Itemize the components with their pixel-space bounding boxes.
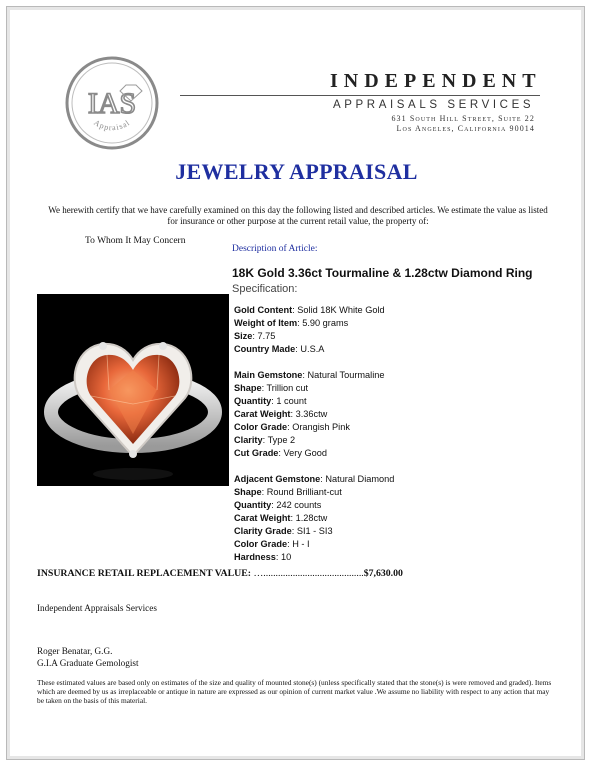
spec-row: Main Gemstone: Natural Tourmaline xyxy=(234,370,385,380)
address-line-1: 631 South Hill Street, Suite 22 xyxy=(391,114,535,123)
document-title: JEWELRY APPRAISAL xyxy=(175,159,418,184)
spec-row: Shape: Trillion cut xyxy=(234,383,309,393)
spec-row: Color Grade: H - I xyxy=(234,539,310,549)
spec-row: Weight of Item: 5.90 grams xyxy=(234,318,349,328)
spec-row: Country Made: U.S.A xyxy=(234,344,325,354)
spec-row: Shape: Round Brilliant-cut xyxy=(234,487,342,497)
disclaimer-text: These estimated values are based only on estimates of the size and quality of mounted stone(s) (unless specifically stated that the stone(s) is were removed and graded). Items which are deemed by us as irreplaceable or antique in nature are expressed as our opinion of current market value .We assume no liability with respect to any action that may be taken on the basis of this material. xyxy=(37,678,552,706)
specifications-list xyxy=(234,304,394,564)
spec-row: Hardness: 10 xyxy=(234,552,292,562)
leader-dots: …......................................... xyxy=(253,568,364,579)
company-subtitle: APPRAISALS SERVICES xyxy=(333,99,535,111)
spec-row: Adjacent Gemstone: Natural Diamond xyxy=(234,474,395,484)
ring-photo xyxy=(37,294,229,486)
signer-name: Roger Benatar, G.G. xyxy=(37,646,113,656)
spec-row: Quantity: 1 count xyxy=(234,396,307,406)
item-title: 18K Gold 3.36ct Tourmaline & 1.28ctw Diamond Ring xyxy=(232,266,533,280)
ring-illustration xyxy=(37,294,229,486)
replacement-value-line xyxy=(37,568,403,579)
header-divider xyxy=(180,95,540,96)
spec-row: Clarity: Type 2 xyxy=(234,435,296,445)
spec-row: Clarity Grade: SI1 - SI3 xyxy=(234,526,333,536)
spec-row: Quantity: 242 counts xyxy=(234,500,322,510)
description-label: Description of Article: xyxy=(232,244,318,254)
certification-text: We herewith certify that we have carefully examined on this day the following listed and described articles. We estimate the value as listed for insurance or other purpose at the current retail value, the property of: xyxy=(48,205,548,226)
recipient: To Whom It May Concern xyxy=(85,236,186,246)
company-name: INDEPENDENT xyxy=(330,70,542,92)
spec-row: Carat Weight: 3.36ctw xyxy=(234,409,328,419)
spec-row: Color Grade: Orangish Pink xyxy=(234,422,350,432)
logo-letters: IAS xyxy=(87,87,137,120)
signer-title: G.I.A Graduate Gemologist xyxy=(37,658,139,668)
replacement-value-label: INSURANCE RETAIL REPLACEMENT VALUE: xyxy=(37,568,252,579)
logo-subtext: Appraisal xyxy=(92,117,132,133)
ias-logo xyxy=(64,55,160,151)
footer-company: Independent Appraisals Services xyxy=(37,603,157,613)
spec-row: Gold Content: Solid 18K White Gold xyxy=(234,305,385,315)
spec-row: Cut Grade: Very Good xyxy=(234,448,327,458)
spec-row: Carat Weight: 1.28ctw xyxy=(234,513,328,523)
specification-label: Specification: xyxy=(232,283,298,295)
spec-row: Size: 7.75 xyxy=(234,331,276,341)
address-line-2: Los Angeles, California 90014 xyxy=(396,124,535,133)
replacement-value-amount: $7,630.00 xyxy=(363,568,403,579)
